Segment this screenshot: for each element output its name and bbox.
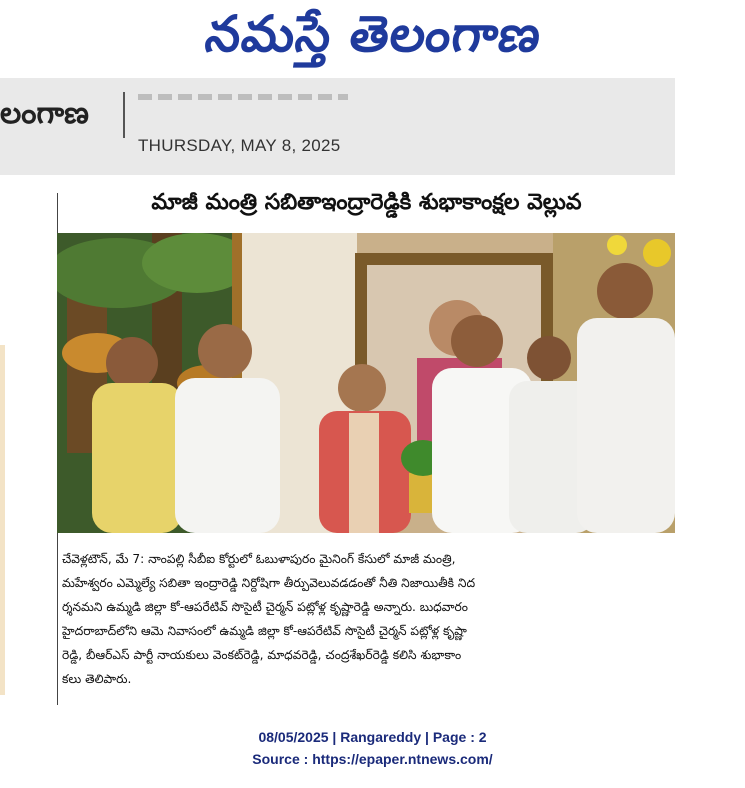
- article-body: [62, 547, 674, 691]
- cropped-header-text: [138, 94, 348, 100]
- issue-date: THURSDAY, MAY 8, 2025: [138, 136, 341, 155]
- header-divider: [123, 92, 125, 138]
- newspaper-logo: నమస్తే తెలంగాణ: [201, 4, 546, 63]
- page-header-strip: [0, 78, 675, 175]
- article-line: కలు తెలిపారు.: [62, 672, 132, 686]
- newspaper-name-fragment: లంగాణ: [0, 96, 89, 131]
- article-line: ర్శనమని ఉమ్మడి జిల్లా కో-ఆపరేటివ్ సొసైటీ చైర్మన్ పట్లోళ్ల కృష్ణారెడ్డి అన్నారు. బుధవారం: [62, 600, 468, 614]
- page-footer: [0, 726, 745, 770]
- adjacent-column-edge: [0, 345, 5, 695]
- photo-illustration: [57, 233, 675, 533]
- footer-source-link[interactable]: Source : https://epaper.ntnews.com/: [252, 751, 493, 767]
- masthead: [0, 0, 745, 80]
- article-line: చేవెళ్లటౌన్, మే 7: నాంపల్లి సీబీఐ కోర్టులో ఓబుళాపురం మైనింగ్ కేసులో మాజీ మంత్రి,: [62, 552, 456, 566]
- article-line: హైదరాబాద్‌లోని ఆమె నివాసంలో ఉమ్మడి జిల్లా కో-ఆపరేటివ్ సొసైటీ చైర్మన్ పట్లోళ్ల కృష్ణా: [62, 624, 467, 638]
- article-line: రెడ్డి, బీఆర్ఎస్ పార్టీ నాయకులు వెంకట్‌రెడ్డి, మాధవరెడ్డి, చంద్రశేఖర్‌రెడ్డి కలిసి శుభాకాం: [62, 648, 462, 662]
- news-photo: [57, 233, 675, 533]
- article-line: మహేశ్వరం ఎమ్మెల్యే సబితా ఇంద్రారెడ్డి నిర్దోషిగా తీర్పువెలువడడంతో నీతి నిజాయితీకి నిద: [62, 576, 476, 590]
- footer-edition-info: 08/05/2025 | Rangareddy | Page : 2: [258, 729, 487, 745]
- article-headline: మాజీ మంత్రి సబితాఇంద్రారెడ్డికి శుభాకాంక్షల వెల్లువ: [151, 190, 582, 215]
